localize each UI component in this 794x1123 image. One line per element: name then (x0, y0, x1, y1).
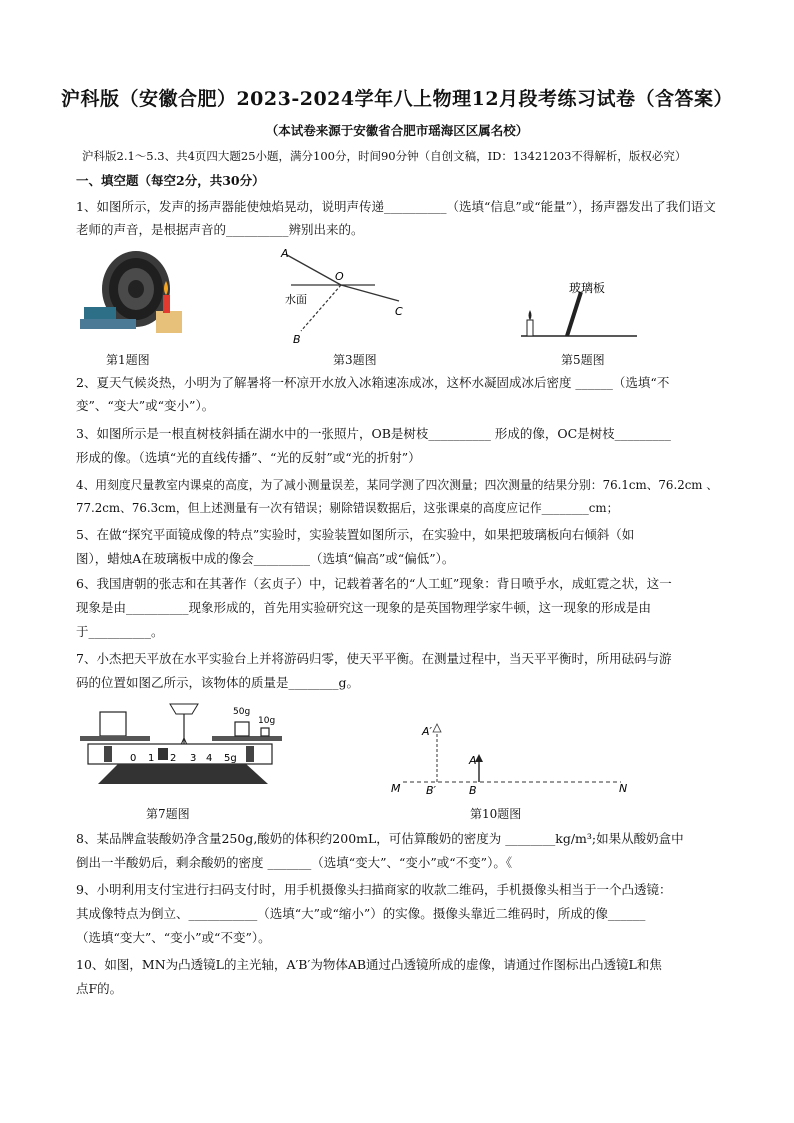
rider (158, 748, 168, 760)
label-glass-plate: 玻璃板 (569, 281, 606, 295)
scale-1: 1 (148, 753, 155, 764)
candle (163, 295, 170, 313)
pointer-dial (170, 704, 198, 714)
image-OB (301, 285, 341, 331)
left-screw (104, 746, 112, 762)
figure-1-caption: 第1题图 (106, 353, 150, 367)
label-C: C (395, 305, 403, 318)
question-6-line-3: 于__________。 (76, 624, 164, 639)
source-note: （本试卷来源于安徽省合肥市瑶海区区属名校） (265, 123, 529, 138)
question-5-line-2: 图），蜡烛A在玻璃板中成的像会_________（选填“偏高”或“偏低”）。 (76, 551, 455, 566)
scale-3: 3 (190, 753, 197, 764)
question-4-line-2: 77.2cm、76.3cm，但上述测量有一次有错误；剔除错误数据后，这张课桌的高度应记作________cm； (76, 501, 619, 515)
scale-0: 0 (130, 753, 137, 764)
scale-4: 4 (206, 753, 213, 764)
question-1-line-1: 1、如图所示，发声的扬声器能使烛焰晃动，说明声传递__________（选填“信息”或“能量”），扬声器发出了我们语文 (76, 199, 716, 214)
question-8-line-2: 倒出一半酸奶后，剩余酸奶的密度 _______（选填“变大”、“变小”或“不变”）。《 (76, 855, 513, 870)
label-B-prime: B′ (426, 784, 437, 797)
candle-A-flame (529, 310, 532, 320)
figure-7-balance (78, 698, 288, 798)
question-10-line-2: 点F的。 (76, 981, 123, 996)
question-6-line-2: 现象是由__________现象形成的，首先用实验研究这一现象的是英国物理学家牛顿，这一现象的形成是由 (76, 600, 652, 615)
label-M: M (391, 782, 401, 795)
question-2-line-2: 变”、“变大”或“变小”）。 (76, 398, 215, 413)
balance-base (98, 764, 268, 784)
candle-block (156, 311, 182, 333)
branch-OC (341, 285, 399, 301)
figure-1-speaker-candle (78, 245, 188, 345)
question-1-line-2: 老师的声音，是根据声音的__________辨别出来的。 (76, 222, 364, 237)
scale-5g: 5g (224, 753, 237, 764)
question-9-line-1: 9、小明利用支付宝进行扫码支付时，用手机摄像头扫描商家的收款二维码，手机摄像头相当于一个凸透镜： (76, 882, 672, 897)
left-pan (80, 736, 150, 741)
label-A: A (281, 247, 289, 260)
question-5-line-1: 5、在做“探究平面镜成像的特点”实验时，实验装置如图所示，在实验中，如果把玻璃板向右倾斜（如 (76, 527, 635, 542)
figure-5-caption: 第5题图 (561, 353, 605, 367)
right-pan (212, 736, 282, 741)
figure-10-caption: 第10题图 (470, 807, 522, 821)
label-O: O (335, 270, 344, 283)
question-7-line-1: 7、小杰把天平放在水平实验台上并将游码归零，使天平平衡。在测量过程中，当天平平衡时，所用砝码与游 (76, 651, 672, 666)
figure-7-caption: 第7题图 (146, 807, 190, 821)
label-B: B (293, 333, 301, 345)
question-3-line-1: 3、如图所示是一根直树枝斜插在湖水中的一张照片，OB是树枝__________ 形成的像，OC是树枝_________ (76, 426, 671, 441)
section-heading: 一、填空题（每空2分，共30分） (76, 173, 265, 188)
question-9-line-3: （选填“变大”、“变小”或“不变”）。 (76, 930, 271, 945)
figure-3-branch-refraction (275, 245, 415, 345)
speaker-dust-cap (128, 280, 144, 298)
object-block (100, 712, 126, 736)
label-50g: 50g (233, 707, 251, 717)
question-2-line-1: 2、夏天气候炎热，小明为了解暑将一杯凉开水放入冰箱速冻成冰，这杯水凝固成冰后密度 ______（选填“不 (76, 375, 670, 390)
label-10g: 10g (258, 716, 276, 726)
label-A-prime: A′ (422, 725, 433, 738)
beam-scale (88, 744, 272, 764)
page-title: 沪科版（安徽合肥）2023-2024学年八上物理12月段考练习试卷（含答案） (60, 88, 734, 110)
label-A: A (469, 754, 477, 767)
branch-AO (287, 255, 341, 285)
question-4-line-1: 4、用刻度尺量教室内课桌的高度，为了减小测量误差，某同学测了四次测量；四次测量的结果分别：76.1cm、76.2cm 、 (76, 478, 719, 492)
weight-50g (235, 722, 249, 736)
label-B: B (469, 784, 477, 797)
question-3-line-2: 形成的像。（选填“光的直线传播”、“光的反射”或“光的折射”） (76, 450, 421, 465)
question-9-line-2: 其成像特点为倒立、___________（选填“大”或“缩小”）的实像。摄像头靠近二维码时，所成的像______ (76, 906, 646, 921)
scale-2: 2 (170, 753, 177, 764)
weight-10g (261, 728, 269, 736)
amplifier-box (84, 307, 116, 321)
figure-5-plane-mirror (515, 270, 645, 345)
question-10-line-1: 10、如图，MN为凸透镜L的主光轴，A′B′为物体AB通过凸透镜所成的虚像，请通过作图标出凸透镜L和焦 (76, 957, 662, 972)
exam-info: 沪科版2.1～5.3、共4页四大题25小题，满分100分，时间90分钟（自创文稿，ID：13421203不得解析，版权必究） (82, 149, 687, 163)
speaker-base (80, 319, 136, 329)
label-N: N (619, 782, 628, 795)
label-water-surface: 水面 (285, 293, 307, 306)
candle-A (527, 320, 533, 336)
virtual-image-arrowhead (433, 724, 441, 732)
question-8-line-1: 8、某品牌盒装酸奶净含量250g,酸奶的体积约200mL，可估算酸奶的密度为 ________kg/m³;如果从酸奶盒中 (76, 831, 684, 846)
figure-10-lens-axis (385, 718, 635, 800)
glass-plate (567, 292, 581, 336)
question-7-line-2: 码的位置如图乙所示，该物体的质量是________g。 (76, 675, 360, 690)
right-screw (246, 746, 254, 762)
figure-3-caption: 第3题图 (333, 353, 377, 367)
question-6-line-1: 6、我国唐朝的张志和在其著作（玄贞子）中，记载着著名的“人工虹”现象：背日喷乎水，成虹霓之状，这一 (76, 576, 672, 591)
